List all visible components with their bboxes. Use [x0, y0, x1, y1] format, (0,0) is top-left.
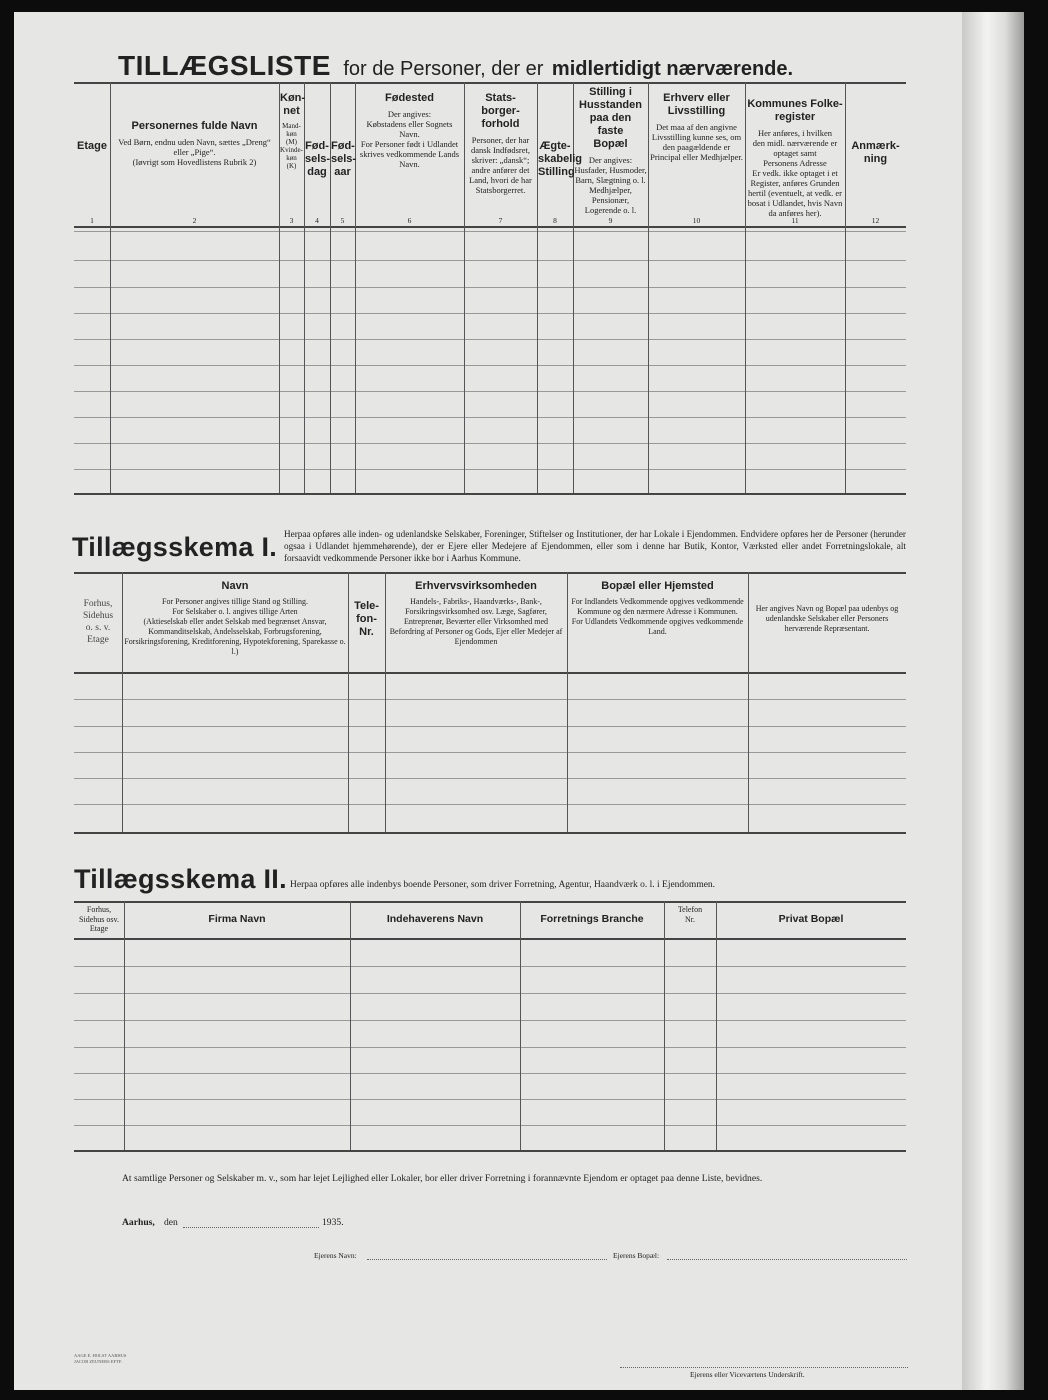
liste-header-col-1	[75, 86, 109, 222]
skema1-cell[interactable]	[349, 779, 384, 803]
liste-header-label: Erhverv eller Livsstilling	[663, 92, 730, 117]
liste-header-col-11	[746, 86, 844, 222]
liste-column-number: 4	[315, 216, 319, 225]
liste-header-label: Kommunes Folke- register	[747, 98, 843, 123]
liste-header-note: Personer, der har dansk Indfødsret, skriver: „dansk“; andre anfører det Land, hvori de har Statsborgerret.	[469, 135, 532, 195]
skema1-cell[interactable]	[749, 700, 905, 725]
liste-column-number: 1	[90, 216, 94, 225]
skema2-cell[interactable]	[351, 1048, 519, 1072]
liste-header-col-2	[111, 86, 278, 222]
liste-cell[interactable]	[356, 340, 463, 364]
skema2-top-border	[74, 901, 906, 903]
skema1-cell[interactable]	[349, 753, 384, 777]
liste-cell[interactable]	[75, 444, 109, 468]
skema2-cell[interactable]	[75, 1100, 123, 1124]
skema1-cell[interactable]	[386, 727, 566, 751]
owner-name-label: Ejerens Navn:	[314, 1251, 357, 1260]
skema2-cell[interactable]	[351, 1074, 519, 1098]
skema2-cell[interactable]	[665, 1100, 715, 1124]
liste-header-col-7	[465, 86, 536, 222]
liste-header-note: Det maa af den angivne Livsstilling kunne ses, om den paagældende er Principal eller Medhjælper.	[650, 122, 743, 162]
liste-cell[interactable]	[746, 470, 844, 492]
date-label: den	[164, 1217, 178, 1228]
skema1-header-label: Erhvervsvirksomheden	[415, 580, 537, 592]
skema2-cell[interactable]	[521, 1074, 663, 1098]
liste-cell[interactable]	[538, 340, 572, 364]
liste-cell[interactable]	[846, 232, 905, 259]
skema2-header-col-5: Telefon Nr.	[677, 905, 703, 924]
liste-column-number: 2	[192, 216, 197, 225]
skema2-description: Herpaa opføres alle indenbys boende Personer, som driver Forretning, Agentur, Haandværk o. l. i Ejendommen.	[290, 880, 716, 890]
signature-label: Ejerens eller Viceværtens Underskrift.	[690, 1370, 805, 1379]
liste-header-label: Stats- borger- forhold	[481, 92, 520, 130]
skema2-cell[interactable]	[521, 939, 663, 965]
liste-header-note: Der angives: Husfader, Husmoder, Barn, Slægtning o. l. Medhjælper, Pensionær, Logerende o. l.	[574, 155, 647, 215]
liste-cell[interactable]	[305, 232, 329, 259]
skema2-cell[interactable]	[351, 1021, 519, 1046]
liste-header-col-5	[331, 86, 357, 222]
skema1-top-border	[74, 572, 906, 574]
skema2-bottom-border	[74, 1150, 906, 1152]
liste-cell[interactable]	[280, 261, 303, 286]
skema2-cell[interactable]	[125, 1021, 349, 1046]
liste-cell[interactable]	[649, 314, 744, 338]
liste-cell[interactable]	[649, 340, 744, 364]
liste-cell[interactable]	[75, 366, 109, 390]
liste-column-number: 11	[791, 216, 799, 225]
skema1-header-col-2	[124, 580, 346, 668]
liste-header-col-3	[280, 86, 306, 222]
skema1-cell[interactable]	[349, 805, 384, 831]
liste-header-label: Fødested	[385, 92, 434, 104]
liste-cell[interactable]	[280, 418, 303, 442]
skema2-cell[interactable]	[75, 939, 123, 965]
liste-cell[interactable]	[574, 392, 647, 416]
skema2-cell[interactable]	[521, 1100, 663, 1124]
skema1-cell[interactable]	[386, 700, 566, 725]
liste-cell[interactable]	[846, 340, 905, 364]
liste-cell[interactable]	[280, 340, 303, 364]
form-title	[118, 50, 908, 86]
skema1-cell[interactable]	[749, 727, 905, 751]
liste-cell[interactable]	[111, 340, 278, 364]
liste-cell[interactable]	[331, 392, 354, 416]
liste-cell[interactable]	[75, 232, 109, 259]
liste-cell[interactable]	[305, 392, 329, 416]
liste-cell[interactable]	[846, 470, 905, 492]
liste-cell[interactable]	[280, 392, 303, 416]
liste-cell[interactable]	[356, 232, 463, 259]
skema1-header-note: Forhus, Sidehus o. s. v. Etage	[82, 599, 114, 645]
liste-column-number: 3	[289, 216, 294, 225]
liste-header-note: Mand- køn (M) Kvinde- køn (K)	[280, 122, 303, 170]
liste-cell[interactable]	[649, 366, 744, 390]
owner-address-label: Ejerens Bopæl:	[613, 1251, 660, 1260]
title-middle: for de Personer, der er	[343, 58, 544, 80]
skema2-cell[interactable]	[665, 1048, 715, 1072]
skema1-cell[interactable]	[123, 753, 347, 777]
liste-header-label: Stilling i Husstanden paa den faste Bopæl	[579, 86, 642, 150]
skema1-cell[interactable]	[75, 727, 121, 751]
skema1-header-col-6	[750, 580, 904, 668]
skema2-cell[interactable]	[75, 1074, 123, 1098]
skema1-description: Herpaa opføres alle inden- og udenlandske Selskaber, Foreninger, Stiftelser og Institutioner, der har Lokale i Ejendommen. Endvidere opføres her de Personer (herunder ogsaa i Udlandet hjemmehørende), der er Ejere eller Medejere af Ejendommen, eller som i denne har Butik, Kontor, Værksted eller andet Forretningslokale, alt forsaavidt vedkommende Personer ikke bor i Aarhus Kommune.	[284, 529, 906, 563]
liste-cell[interactable]	[75, 288, 109, 312]
skema1-title: Tillægsskema I.	[72, 532, 278, 562]
place-label: Aarhus,	[122, 1217, 155, 1228]
skema1-cell[interactable]	[749, 779, 905, 803]
liste-cell[interactable]	[649, 288, 744, 312]
skema1-cell[interactable]	[568, 673, 747, 698]
liste-cell[interactable]	[111, 366, 278, 390]
liste-cell[interactable]	[111, 232, 278, 259]
title-main: TILLÆGSLISTE	[118, 50, 331, 81]
skema1-header-note: Handels-, Fabriks-, Haandværks-, Bank-, Forsikringsvirksomhed osv. Læge, Sagfører, Entreprenør, Beværter eller Virksomhed med Befordring af Personer og Gods, Ejer eller Medejer af Ejendommen	[389, 597, 563, 646]
date-field[interactable]	[183, 1227, 319, 1228]
liste-cell[interactable]	[356, 418, 463, 442]
skema1-header-label: Navn	[221, 580, 249, 592]
skema1-cell[interactable]	[749, 673, 905, 698]
liste-cell[interactable]	[538, 314, 572, 338]
liste-column-number: 12	[871, 216, 880, 225]
liste-cell[interactable]	[331, 340, 354, 364]
skema1-cell[interactable]	[568, 805, 747, 831]
liste-bottom-border	[74, 493, 906, 495]
liste-cell[interactable]	[538, 366, 572, 390]
skema1-cell[interactable]	[349, 727, 384, 751]
liste-cell[interactable]	[574, 418, 647, 442]
skema1-cell[interactable]	[386, 673, 566, 698]
liste-cell[interactable]	[111, 261, 278, 286]
skema2-cell[interactable]	[521, 967, 663, 992]
liste-cell[interactable]	[356, 392, 463, 416]
liste-cell[interactable]	[538, 232, 572, 259]
skema2-cell[interactable]	[665, 1074, 715, 1098]
liste-cell[interactable]	[846, 444, 905, 468]
liste-cell[interactable]	[649, 470, 744, 492]
year-label: 1935.	[322, 1217, 344, 1228]
liste-cell[interactable]	[305, 470, 329, 492]
skema1-cell[interactable]	[123, 700, 347, 725]
liste-cell[interactable]	[75, 314, 109, 338]
liste-cell[interactable]	[574, 288, 647, 312]
skema2-cell[interactable]	[717, 939, 905, 965]
skema1-cell[interactable]	[749, 753, 905, 777]
liste-cell[interactable]	[465, 444, 536, 468]
skema2-cell[interactable]	[75, 1021, 123, 1046]
skema1-cell[interactable]	[123, 805, 347, 831]
skema2-cell[interactable]	[75, 1048, 123, 1072]
liste-cell[interactable]	[574, 470, 647, 492]
skema1-header-col-3	[350, 580, 383, 668]
liste-cell[interactable]	[649, 444, 744, 468]
skema1-cell[interactable]	[123, 673, 347, 698]
liste-cell[interactable]	[465, 340, 536, 364]
liste-cell[interactable]	[280, 232, 303, 259]
skema2-cell[interactable]	[351, 939, 519, 965]
liste-cell[interactable]	[331, 232, 354, 259]
liste-cell[interactable]	[75, 418, 109, 442]
liste-header-col-12	[846, 86, 905, 222]
liste-cell[interactable]	[465, 392, 536, 416]
liste-cell[interactable]	[465, 232, 536, 259]
skema2-cell[interactable]	[521, 1126, 663, 1149]
skema2-cell[interactable]	[717, 1100, 905, 1124]
skema2-cell[interactable]	[125, 1048, 349, 1072]
liste-column-number: 7	[498, 216, 503, 225]
liste-cell[interactable]	[280, 288, 303, 312]
skema1-cell[interactable]	[568, 753, 747, 777]
skema2-cell[interactable]	[351, 967, 519, 992]
skema2-header-col-1: Forhus, Sidehus osv. Etage	[79, 905, 119, 933]
liste-cell[interactable]	[538, 261, 572, 286]
liste-cell[interactable]	[538, 470, 572, 492]
liste-header-label: Ægte- skabelig Stilling	[538, 140, 583, 178]
liste-column-number: 9	[608, 216, 613, 225]
liste-cell[interactable]	[649, 392, 744, 416]
skema1-cell[interactable]	[568, 779, 747, 803]
skema2-cell[interactable]	[717, 1021, 905, 1046]
liste-header-label: Fød- sels- aar	[331, 140, 357, 178]
liste-cell[interactable]	[356, 261, 463, 286]
liste-cell[interactable]	[538, 444, 572, 468]
liste-cell[interactable]	[746, 232, 844, 259]
skema1-cell[interactable]	[386, 779, 566, 803]
liste-header-label: Anmærk- ning	[851, 140, 900, 165]
skema2-cell[interactable]	[665, 1126, 715, 1149]
liste-header-note: Her anføres, i hvilken den midl. nærværende er optaget samt Personens Adresse Er vedk. ikke optaget i et Register, anføres Grunden hertil (eventuelt, at vedk. er bosat i Udlandet, hvis Navn da anføres her).	[747, 128, 843, 218]
skema1-header-label: Tele- fon- Nr.	[354, 600, 379, 638]
skema2-cell[interactable]	[717, 967, 905, 992]
liste-cell[interactable]	[111, 392, 278, 416]
skema2-cell[interactable]	[125, 939, 349, 965]
liste-cell[interactable]	[356, 288, 463, 312]
skema1-cell[interactable]	[386, 805, 566, 831]
liste-cell[interactable]	[111, 418, 278, 442]
skema2-title: Tillægsskema II.	[74, 864, 287, 894]
liste-cell[interactable]	[280, 470, 303, 492]
liste-cell[interactable]	[331, 418, 354, 442]
liste-cell[interactable]	[846, 288, 905, 312]
liste-cell[interactable]	[649, 232, 744, 259]
skema2-cell[interactable]	[665, 967, 715, 992]
liste-cell[interactable]	[846, 261, 905, 286]
liste-cell[interactable]	[465, 366, 536, 390]
liste-cell[interactable]	[846, 418, 905, 442]
printer-mark: AAGE E. HOLST AARHUS JACOB ZEUNERS EFTF.	[74, 1353, 127, 1364]
skema1-bottom-border	[74, 832, 906, 834]
liste-cell[interactable]	[465, 314, 536, 338]
skema2-cell[interactable]	[125, 1074, 349, 1098]
liste-cell[interactable]	[465, 470, 536, 492]
liste-cell[interactable]	[574, 261, 647, 286]
liste-top-border	[74, 82, 906, 84]
liste-cell[interactable]	[574, 314, 647, 338]
liste-cell[interactable]	[746, 288, 844, 312]
liste-cell[interactable]	[280, 444, 303, 468]
liste-cell[interactable]	[305, 288, 329, 312]
skema1-cell[interactable]	[749, 805, 905, 831]
skema2-header-col-2: Firma Navn	[208, 913, 266, 925]
owner-address-field[interactable]	[667, 1259, 907, 1260]
liste-column-number: 6	[407, 216, 412, 225]
liste-cell[interactable]	[574, 366, 647, 390]
liste-cell[interactable]	[538, 418, 572, 442]
liste-cell[interactable]	[574, 232, 647, 259]
liste-cell[interactable]	[280, 314, 303, 338]
liste-cell[interactable]	[305, 340, 329, 364]
liste-cell[interactable]	[649, 261, 744, 286]
liste-header-label: Personernes fulde Navn	[131, 120, 258, 132]
skema2-cell[interactable]	[125, 1126, 349, 1149]
liste-cell[interactable]	[111, 444, 278, 468]
liste-cell[interactable]	[465, 288, 536, 312]
liste-header-border	[74, 226, 906, 228]
skema1-cell[interactable]	[75, 753, 121, 777]
declaration-text: At samtlige Personer og Selskaber m. v., som har lejet Lejlighed eller Lokaler, bor eller driver Forretning i forannævnte Ejendom er optaget paa denne Liste, bevidnes.	[122, 1173, 763, 1184]
liste-cell[interactable]	[75, 392, 109, 416]
liste-cell[interactable]	[331, 261, 354, 286]
skema2-cell[interactable]	[717, 1074, 905, 1098]
liste-cell[interactable]	[305, 314, 329, 338]
liste-cell[interactable]	[331, 444, 354, 468]
skema2-cell[interactable]	[75, 967, 123, 992]
skema1-cell[interactable]	[386, 753, 566, 777]
skema2-cell[interactable]	[521, 994, 663, 1019]
liste-header-col-10	[649, 86, 744, 222]
liste-column-number: 8	[553, 216, 557, 225]
liste-cell[interactable]	[465, 418, 536, 442]
liste-cell[interactable]	[305, 366, 329, 390]
skema2-cell[interactable]	[717, 1126, 905, 1149]
liste-cell[interactable]	[111, 470, 278, 492]
skema2-cell[interactable]	[125, 994, 349, 1019]
liste-cell[interactable]	[538, 392, 572, 416]
skema2-cell[interactable]	[125, 1100, 349, 1124]
skema2-cell[interactable]	[665, 1021, 715, 1046]
liste-cell[interactable]	[356, 470, 463, 492]
liste-cell[interactable]	[331, 366, 354, 390]
skema1-cell[interactable]	[123, 727, 347, 751]
liste-cell[interactable]	[649, 418, 744, 442]
skema1-cell[interactable]	[568, 700, 747, 725]
liste-cell[interactable]	[746, 444, 844, 468]
skema2-cell[interactable]	[351, 994, 519, 1019]
skema2-header-col-3: Indehaverens Navn	[386, 913, 484, 925]
liste-header-label: Fød- sels- dag	[305, 140, 331, 178]
skema1-header-col-1	[76, 580, 120, 668]
signature-line[interactable]	[620, 1367, 908, 1368]
skema1-header-label: Bopæl eller Hjemsted	[601, 580, 714, 592]
liste-cell[interactable]	[746, 418, 844, 442]
title-end: midlertidigt nærværende.	[551, 58, 794, 80]
liste-cell[interactable]	[111, 288, 278, 312]
liste-header-col-8	[538, 86, 583, 222]
liste-cell[interactable]	[331, 288, 354, 312]
skema2-header-col-6: Privat Bopæl	[778, 913, 844, 925]
liste-cell[interactable]	[746, 314, 844, 338]
liste-cell[interactable]	[75, 340, 109, 364]
skema2-cell[interactable]	[521, 1048, 663, 1072]
skema2-cell[interactable]	[75, 994, 123, 1019]
skema1-cell[interactable]	[75, 805, 121, 831]
liste-cell[interactable]	[356, 366, 463, 390]
liste-cell[interactable]	[538, 288, 572, 312]
liste-cell[interactable]	[746, 366, 844, 390]
liste-cell[interactable]	[465, 261, 536, 286]
liste-column-number: 5	[340, 216, 345, 225]
skema2-cell[interactable]	[717, 1048, 905, 1072]
liste-cell[interactable]	[356, 314, 463, 338]
owner-name-field[interactable]	[367, 1259, 607, 1260]
liste-header-note: Der angives: Købstadens eller Sognets Navn. For Personer født i Udlandet skrives vedkommende Lands Navn.	[359, 109, 460, 169]
skema2-cell[interactable]	[521, 1021, 663, 1046]
skema1-cell[interactable]	[75, 779, 121, 803]
skema2-header-col-4: Forretnings Branche	[540, 913, 644, 925]
skema2-cell[interactable]	[665, 939, 715, 965]
skema1-header-col-5	[569, 580, 746, 668]
skema2-cell[interactable]	[125, 967, 349, 992]
liste-header-col-6	[356, 86, 463, 222]
liste-cell[interactable]	[746, 261, 844, 286]
skema1-cell[interactable]	[349, 700, 384, 725]
skema1-header-note: Her angives Navn og Bopæl paa udenbys og udenlandske Selskaber eller Personers herværende Repræsentant.	[755, 604, 899, 633]
liste-cell[interactable]	[111, 314, 278, 338]
liste-cell[interactable]	[846, 314, 905, 338]
liste-header-col-9	[574, 86, 647, 222]
liste-cell[interactable]	[356, 444, 463, 468]
liste-cell[interactable]	[331, 470, 354, 492]
liste-cell[interactable]	[305, 418, 329, 442]
liste-header-note: Ved Børn, endnu uden Navn, sættes „Dreng“ eller „Pige“. (Iøvrigt som Hovedlistens Rubrik 2)	[118, 137, 271, 167]
skema2-cell[interactable]	[75, 1126, 123, 1149]
liste-cell[interactable]	[75, 261, 109, 286]
skema2-cell[interactable]	[351, 1126, 519, 1149]
skema1-cell[interactable]	[75, 673, 121, 698]
liste-cell[interactable]	[75, 470, 109, 492]
skema1-header-col-4	[387, 580, 565, 668]
liste-cell[interactable]	[746, 340, 844, 364]
liste-header-label: Køn- net	[280, 92, 306, 117]
liste-cell[interactable]	[574, 444, 647, 468]
liste-cell[interactable]	[846, 392, 905, 416]
liste-cell[interactable]	[331, 314, 354, 338]
skema2-cell[interactable]	[665, 994, 715, 1019]
skema1-cell[interactable]	[568, 727, 747, 751]
liste-cell[interactable]	[846, 366, 905, 390]
skema1-header-note: For Indlandets Vedkommende opgives vedkommende Kommune og den nærmere Adresse i Kommunen. For Udlandets Vedkommende opgives vedkommende Land.	[571, 597, 744, 636]
skema2-cell[interactable]	[717, 994, 905, 1019]
liste-column-number: 10	[692, 216, 701, 225]
liste-cell[interactable]	[305, 261, 329, 286]
book-spine	[962, 12, 1024, 1390]
liste-cell[interactable]	[574, 340, 647, 364]
liste-cell[interactable]	[746, 392, 844, 416]
liste-header-col-4	[305, 86, 329, 222]
skema1-header-note: For Personer angives tillige Stand og Stilling. For Selskaber o. l. angives tillige Arten (Aktieselskab eller andet Selskab med begrænset Ansvar, Kommanditselskab, Andelsselskab, Forbrugsforening, Forsikringsforening, Kreditforening, Hypotekforening, Sparekasse o. l.)	[124, 597, 346, 656]
skema2-cell[interactable]	[351, 1100, 519, 1124]
liste-header-label: Etage	[77, 140, 107, 152]
skema1-cell[interactable]	[123, 779, 347, 803]
skema1-cell[interactable]	[75, 700, 121, 725]
liste-cell[interactable]	[280, 366, 303, 390]
skema1-cell[interactable]	[349, 673, 384, 698]
liste-cell[interactable]	[305, 444, 329, 468]
